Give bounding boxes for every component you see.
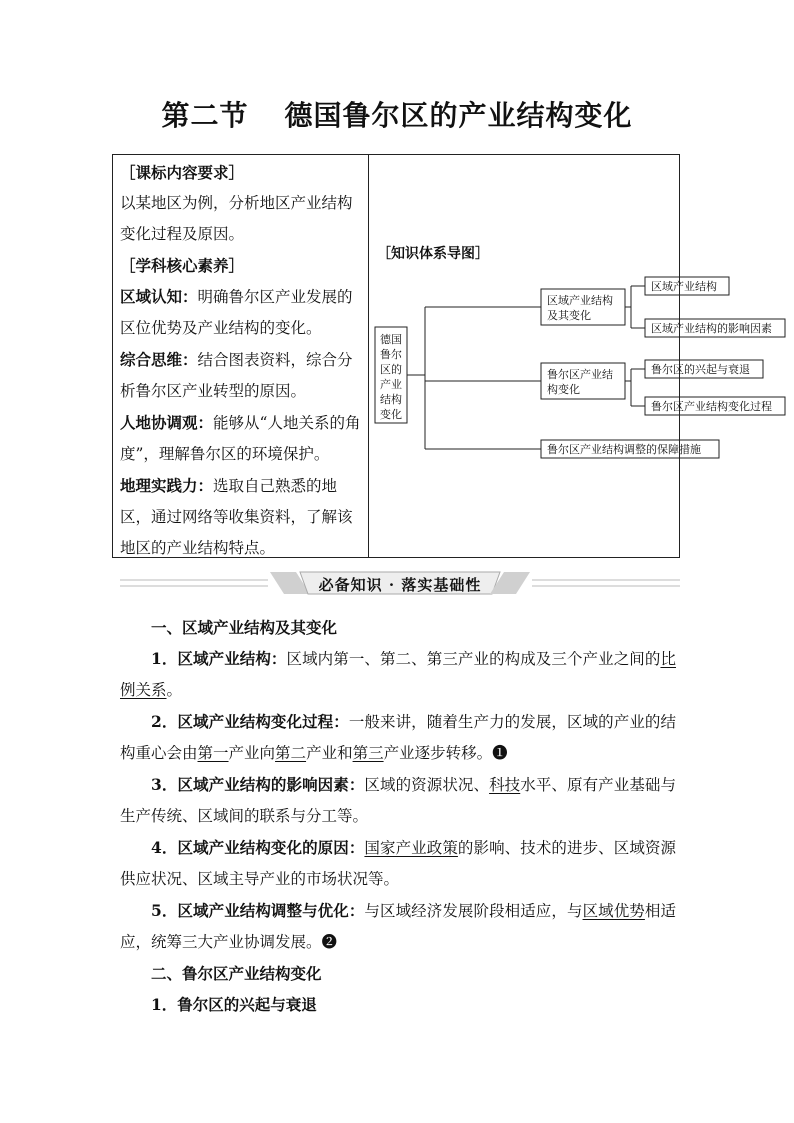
mindmap-column (369, 155, 772, 559)
mindmap-branch-3-text: 鲁尔区产业结构调整的保障措施 (547, 443, 701, 456)
banner-text: 必备知识 · 落实基础性 (318, 576, 482, 594)
mindmap-leaf-1b-text: 区域产业结构的影响因素 (651, 322, 772, 335)
standards-heading: ［课标内容要求］ (120, 163, 245, 182)
main-content (120, 612, 676, 1020)
section-name: 德国鲁尔区的产业结构变化 (284, 99, 633, 132)
core-item-4: 地理实践力：选取自己熟悉的地区，通过网络等收集资料，了解该地区的产业结构特点。 (120, 476, 353, 557)
paragraph-5: 5．区域产业结构调整与优化：与区域经济发展阶段相适应，与区域优势相适应，统筹三大产业协调发展。❷ (120, 901, 676, 951)
mindmap-root-line: 鲁尔 (380, 348, 402, 361)
standards-column (120, 157, 366, 564)
section-banner (120, 566, 680, 600)
mindmap-leaf-2a-text: 鲁尔区的兴起与衰退 (651, 363, 750, 376)
mindmap-root-line: 德国 (380, 333, 402, 346)
heading-2: 二、鲁尔区产业结构变化 (151, 964, 322, 983)
mindmap-branch-1-line: 及其变化 (547, 309, 591, 322)
page-title (0, 94, 794, 134)
mindmap-root-line: 区的 (380, 363, 402, 376)
core-item-3: 人地协调观：能够从“人地关系的角度”，理解鲁尔区的环境保护。 (120, 413, 361, 463)
mindmap-branch-1-line: 区域产业结构 (547, 294, 613, 307)
overview-table (112, 154, 772, 558)
paragraph-4: 4．区域产业结构变化的原因：国家产业政策的影响、技术的进步、区域资源供应状况、区域主导产业的市场状况等。 (120, 838, 676, 888)
mindmap-root-line: 产业 (380, 378, 402, 391)
note-marker-1: ❶ (492, 744, 508, 762)
paragraph-3: 3．区域产业结构的影响因素：区域的资源状况、科技水平、原有产业基础与生产传统、区域间的联系与分工等。 (120, 775, 676, 825)
paragraph-1: 1．区域产业结构：区域内第一、第二、第三产业的构成及三个产业之间的比例关系。 (120, 649, 676, 699)
section-number: 第二节 (161, 99, 249, 132)
note-marker-2: ❷ (321, 933, 338, 951)
subheading-1: 1．鲁尔区的兴起与衰退 (151, 995, 317, 1014)
mindmap-leaf-2b-text: 鲁尔区产业结构变化过程 (651, 400, 772, 413)
mindmap-diagram (369, 155, 772, 559)
mindmap-branch-2-line: 鲁尔区产业结 (547, 368, 613, 381)
core-item-1: 区域认知：明确鲁尔区产业发展的区位优势及产业结构的变化。 (120, 287, 353, 337)
paragraph-2: 2．区域产业结构变化过程：一般来讲，随着生产力的发展，区域的产业的结构重心会由第一产业向第二产业和第三产业逐步转移。❶ (120, 712, 676, 762)
mindmap-heading: ［知识体系导图］ (377, 246, 489, 262)
mindmap-branch-2-line: 构变化 (547, 383, 580, 396)
mindmap-leaf-1a-text: 区域产业结构 (651, 280, 717, 293)
standards-text: 以某地区为例，分析地区产业结构变化过程及原因。 (120, 194, 353, 243)
mindmap-root-line: 结构 (380, 393, 402, 406)
heading-1: 一、区域产业结构及其变化 (151, 618, 338, 637)
core-item-2: 综合思维：结合图表资料，综合分析鲁尔区产业转型的原因。 (120, 350, 353, 400)
core-heading: ［学科核心素养］ (120, 256, 245, 275)
mindmap-root-line: 变化 (380, 408, 402, 421)
